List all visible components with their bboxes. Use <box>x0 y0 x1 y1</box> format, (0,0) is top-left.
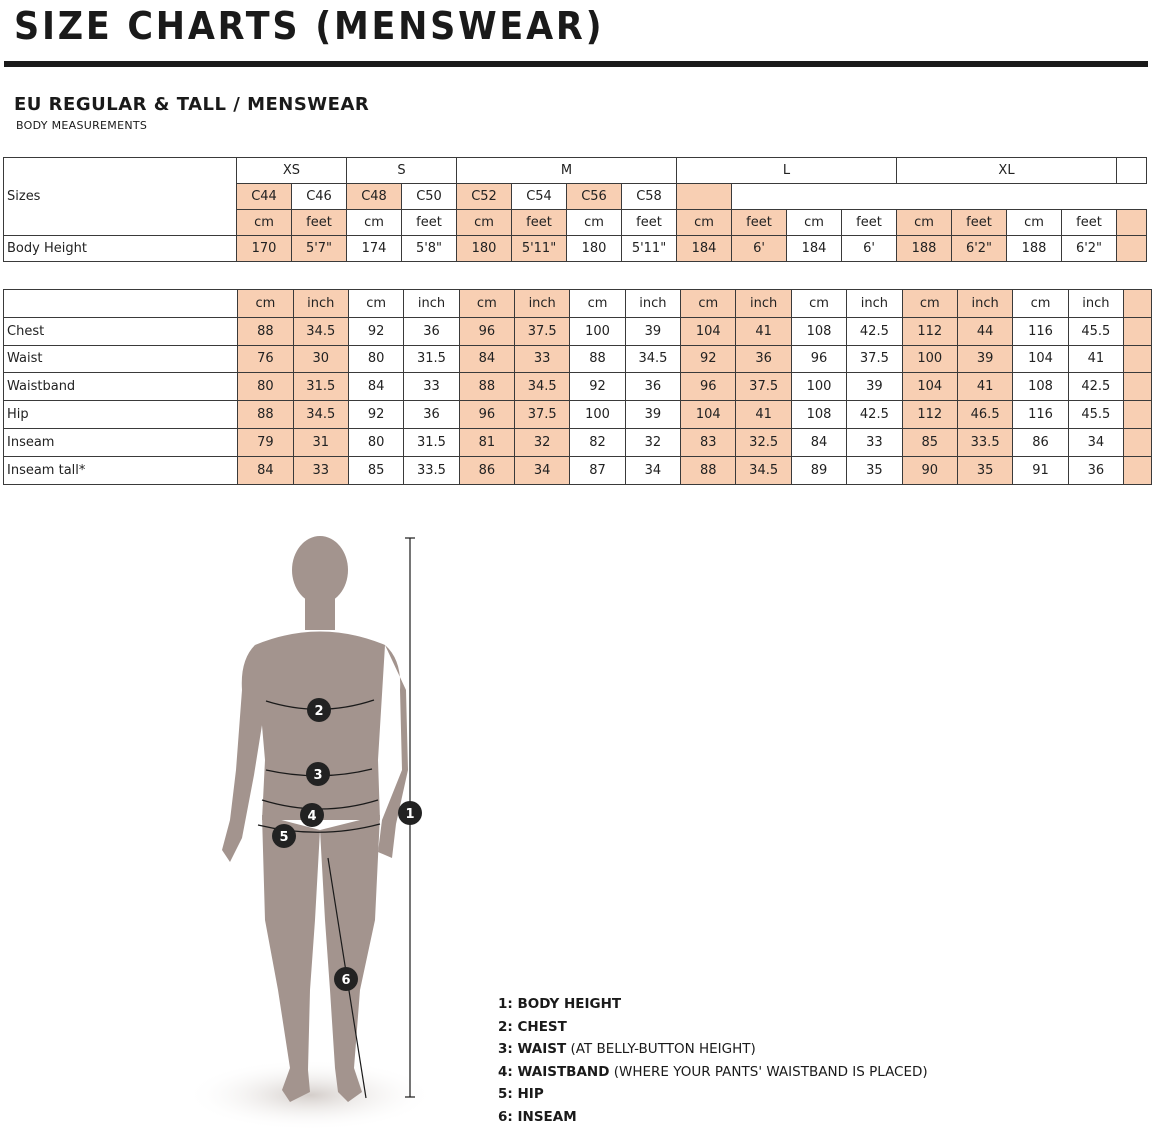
overflow-cell <box>1124 290 1152 318</box>
measure-value: 42.5 <box>847 401 902 429</box>
measure-value: 96 <box>681 373 736 401</box>
measure-value: 80 <box>348 345 403 373</box>
height-feet-value: 5'8" <box>402 236 457 262</box>
measure-value: 82 <box>570 428 625 456</box>
measure-value: 33 <box>515 345 570 373</box>
height-cm-value: 188 <box>897 236 952 262</box>
measure-corner <box>4 290 238 318</box>
measure-value: 32.5 <box>736 428 791 456</box>
size-code-c54: C54 <box>512 184 567 210</box>
overflow-cell <box>677 184 732 210</box>
measure-value: 112 <box>902 401 957 429</box>
unit-inch: inch <box>736 290 791 318</box>
measure-value: 116 <box>1013 317 1068 345</box>
measure-value: 39 <box>847 373 902 401</box>
measure-value: 34.5 <box>515 373 570 401</box>
measure-value: 34.5 <box>736 456 791 484</box>
measure-value: 34 <box>625 456 680 484</box>
height-feet-value: 6'2" <box>952 236 1007 262</box>
unit-feet: feet <box>622 210 677 236</box>
measure-value: 100 <box>570 317 625 345</box>
overflow-cell <box>1124 428 1152 456</box>
size-group-m: M <box>457 158 677 184</box>
measure-value: 89 <box>791 456 846 484</box>
height-cm-value: 184 <box>677 236 732 262</box>
measure-value: 42.5 <box>847 317 902 345</box>
measure-value: 116 <box>1013 401 1068 429</box>
measure-label: Chest <box>4 317 238 345</box>
size-code-c50: C50 <box>402 184 457 210</box>
measure-value: 32 <box>515 428 570 456</box>
legend-item <box>498 1061 928 1084</box>
table-row <box>4 373 1152 401</box>
measure-label: Waist <box>4 345 238 373</box>
marker-6 <box>334 967 358 991</box>
unit-cm: cm <box>567 210 622 236</box>
legend-label: 5: HIP <box>498 1086 544 1102</box>
measure-value: 86 <box>1013 428 1068 456</box>
unit-inch: inch <box>957 290 1012 318</box>
measure-value: 36 <box>404 317 459 345</box>
measure-value: 76 <box>238 345 293 373</box>
measure-value: 88 <box>238 401 293 429</box>
unit-inch: inch <box>293 290 348 318</box>
overflow-cell <box>1124 373 1152 401</box>
table-row <box>4 345 1152 373</box>
unit-cm: cm <box>457 210 512 236</box>
measure-value: 96 <box>459 401 514 429</box>
measurement-legend <box>498 993 928 1128</box>
size-code-c44: C44 <box>237 184 292 210</box>
marker-number: 5 <box>279 830 289 845</box>
size-code-c52: C52 <box>457 184 512 210</box>
size-group-s: S <box>347 158 457 184</box>
measure-value: 37.5 <box>736 373 791 401</box>
measure-value: 35 <box>957 456 1012 484</box>
unit-cm: cm <box>1013 290 1068 318</box>
measure-value: 33.5 <box>404 456 459 484</box>
sizes-label: Sizes <box>4 158 237 236</box>
size-group-overflow <box>1117 158 1147 184</box>
unit-feet: feet <box>512 210 567 236</box>
measure-value: 88 <box>459 373 514 401</box>
measure-value: 88 <box>570 345 625 373</box>
measure-value: 96 <box>459 317 514 345</box>
legend-label: 4: WAISTBAND <box>498 1063 610 1080</box>
overflow-cell <box>1124 401 1152 429</box>
unit-cm: cm <box>1007 210 1062 236</box>
unit-inch: inch <box>515 290 570 318</box>
marker-4 <box>300 803 324 827</box>
measure-value: 33 <box>404 373 459 401</box>
size-code-c48: C48 <box>347 184 402 210</box>
measure-value: 37.5 <box>847 345 902 373</box>
measure-value: 108 <box>791 317 846 345</box>
size-code-c56: C56 <box>567 184 622 210</box>
measure-value: 104 <box>902 373 957 401</box>
measure-value: 84 <box>459 345 514 373</box>
measure-value: 33 <box>847 428 902 456</box>
measure-value: 39 <box>625 317 680 345</box>
measure-value: 31.5 <box>293 373 348 401</box>
unit-inch: inch <box>404 290 459 318</box>
measure-value: 104 <box>681 401 736 429</box>
measure-value: 36 <box>1068 456 1123 484</box>
height-cm-value: 180 <box>457 236 512 262</box>
page-title: SIZE CHARTS (MENSWEAR) <box>14 4 605 48</box>
measure-value: 88 <box>681 456 736 484</box>
legend-item <box>498 1083 928 1106</box>
measure-label: Hip <box>4 401 238 429</box>
measure-value: 92 <box>570 373 625 401</box>
measure-value: 79 <box>238 428 293 456</box>
measure-value: 44 <box>957 317 1012 345</box>
table-row <box>4 401 1152 429</box>
marker-5 <box>272 824 296 848</box>
marker-number: 2 <box>314 704 324 719</box>
measure-value: 85 <box>348 456 403 484</box>
marker-number: 4 <box>307 809 317 824</box>
measure-value: 36 <box>404 401 459 429</box>
measure-value: 104 <box>1013 345 1068 373</box>
measure-value: 96 <box>791 345 846 373</box>
measure-label: Inseam <box>4 428 238 456</box>
marker-1 <box>398 801 422 825</box>
measure-value: 92 <box>681 345 736 373</box>
measure-value: 46.5 <box>957 401 1012 429</box>
unit-cm: cm <box>347 210 402 236</box>
unit-feet: feet <box>952 210 1007 236</box>
unit-cm: cm <box>459 290 514 318</box>
size-group-xl: XL <box>897 158 1117 184</box>
unit-feet: feet <box>1062 210 1117 236</box>
measure-value: 84 <box>238 456 293 484</box>
legend-note: (AT BELLY-BUTTON HEIGHT) <box>566 1041 756 1057</box>
measure-value: 104 <box>681 317 736 345</box>
unit-feet: feet <box>732 210 787 236</box>
section-caption: BODY MEASUREMENTS <box>16 119 148 132</box>
height-cm-value: 184 <box>787 236 842 262</box>
measure-label: Waistband <box>4 373 238 401</box>
unit-feet: feet <box>402 210 457 236</box>
measure-value: 37.5 <box>515 317 570 345</box>
measure-value: 31.5 <box>404 428 459 456</box>
measure-value: 45.5 <box>1068 317 1123 345</box>
height-feet-value: 6' <box>732 236 787 262</box>
measure-value: 100 <box>791 373 846 401</box>
measure-value: 88 <box>238 317 293 345</box>
measure-value: 86 <box>459 456 514 484</box>
measure-value: 92 <box>348 401 403 429</box>
measure-value: 83 <box>681 428 736 456</box>
measure-value: 92 <box>348 317 403 345</box>
measure-value: 37.5 <box>515 401 570 429</box>
height-cm-value: 188 <box>1007 236 1062 262</box>
measure-value: 45.5 <box>1068 401 1123 429</box>
body-height-label: Body Height <box>4 236 237 262</box>
measure-value: 34.5 <box>625 345 680 373</box>
measure-value: 41 <box>736 401 791 429</box>
measure-value: 81 <box>459 428 514 456</box>
measure-value: 85 <box>902 428 957 456</box>
height-cm-value: 180 <box>567 236 622 262</box>
measure-value: 84 <box>791 428 846 456</box>
measure-value: 80 <box>348 428 403 456</box>
measure-value: 31 <box>293 428 348 456</box>
unit-cm: cm <box>902 290 957 318</box>
measure-value: 100 <box>570 401 625 429</box>
marker-number: 3 <box>313 768 323 783</box>
measure-value: 41 <box>1068 345 1123 373</box>
measure-value: 87 <box>570 456 625 484</box>
measure-value: 41 <box>736 317 791 345</box>
measure-value: 84 <box>348 373 403 401</box>
unit-inch: inch <box>625 290 680 318</box>
legend-label: 2: CHEST <box>498 1018 567 1035</box>
measure-value: 36 <box>625 373 680 401</box>
overflow-cell <box>1117 236 1147 262</box>
legend-item <box>498 1016 928 1039</box>
overflow-cell <box>1117 210 1147 236</box>
height-cm-value: 170 <box>237 236 292 262</box>
height-feet-value: 6'2" <box>1062 236 1117 262</box>
overflow-cell <box>1124 456 1152 484</box>
measure-value: 39 <box>957 345 1012 373</box>
measure-value: 35 <box>847 456 902 484</box>
unit-cm: cm <box>791 290 846 318</box>
unit-cm: cm <box>238 290 293 318</box>
overflow-cell <box>1124 345 1152 373</box>
table-row <box>4 456 1152 484</box>
floor-shadow <box>185 1059 435 1131</box>
measure-value: 108 <box>1013 373 1068 401</box>
measure-value: 41 <box>957 373 1012 401</box>
height-cm-value: 174 <box>347 236 402 262</box>
marker-2 <box>307 698 331 722</box>
unit-cm: cm <box>681 290 736 318</box>
unit-cm: cm <box>787 210 842 236</box>
measure-value: 34 <box>1068 428 1123 456</box>
measure-value: 91 <box>1013 456 1068 484</box>
measure-label: Inseam tall* <box>4 456 238 484</box>
size-height-table <box>3 157 1147 262</box>
unit-cm: cm <box>348 290 403 318</box>
measure-value: 30 <box>293 345 348 373</box>
size-code-c58: C58 <box>622 184 677 210</box>
unit-inch: inch <box>847 290 902 318</box>
legend-label: 3: WAIST <box>498 1041 567 1057</box>
size-code-c46: C46 <box>292 184 347 210</box>
measure-value: 34 <box>515 456 570 484</box>
section-title: EU REGULAR & TALL / MENSWEAR <box>14 94 370 115</box>
measure-value: 34.5 <box>293 401 348 429</box>
table-row <box>4 317 1152 345</box>
legend-note: (WHERE YOUR PANTS' WAISTBAND IS PLACED) <box>609 1063 928 1080</box>
size-group-xs: XS <box>237 158 347 184</box>
marker-number: 1 <box>405 807 415 822</box>
measure-value: 36 <box>736 345 791 373</box>
unit-cm: cm <box>897 210 952 236</box>
title-rule <box>4 61 1148 67</box>
legend-label: 6: INSEAM <box>498 1108 577 1125</box>
measure-value: 90 <box>902 456 957 484</box>
measure-value: 80 <box>238 373 293 401</box>
legend-item <box>498 1106 928 1129</box>
measure-value: 31.5 <box>404 345 459 373</box>
table-row <box>4 428 1152 456</box>
unit-header-row <box>4 290 1152 318</box>
measure-value: 42.5 <box>1068 373 1123 401</box>
measure-value: 100 <box>902 345 957 373</box>
unit-cm: cm <box>570 290 625 318</box>
measure-value: 33 <box>293 456 348 484</box>
height-feet-value: 6' <box>842 236 897 262</box>
measure-value: 39 <box>625 401 680 429</box>
legend-item <box>498 1038 928 1061</box>
unit-cm: cm <box>237 210 292 236</box>
size-group-l: L <box>677 158 897 184</box>
measure-value: 112 <box>902 317 957 345</box>
unit-inch: inch <box>1068 290 1123 318</box>
unit-feet: feet <box>842 210 897 236</box>
marker-number: 6 <box>341 973 351 988</box>
unit-cm: cm <box>677 210 732 236</box>
measure-value: 34.5 <box>293 317 348 345</box>
legend-label: 1: BODY HEIGHT <box>498 996 622 1012</box>
height-feet-value: 5'7" <box>292 236 347 262</box>
overflow-cell <box>1124 317 1152 345</box>
height-feet-value: 5'11" <box>622 236 677 262</box>
height-feet-value: 5'11" <box>512 236 567 262</box>
unit-feet: feet <box>292 210 347 236</box>
measure-value: 33.5 <box>957 428 1012 456</box>
legend-item <box>498 993 928 1016</box>
measure-value: 108 <box>791 401 846 429</box>
measure-value: 32 <box>625 428 680 456</box>
body-measurements-table <box>3 289 1152 485</box>
body-measurement-figure <box>170 520 440 1138</box>
marker-3 <box>306 762 330 786</box>
